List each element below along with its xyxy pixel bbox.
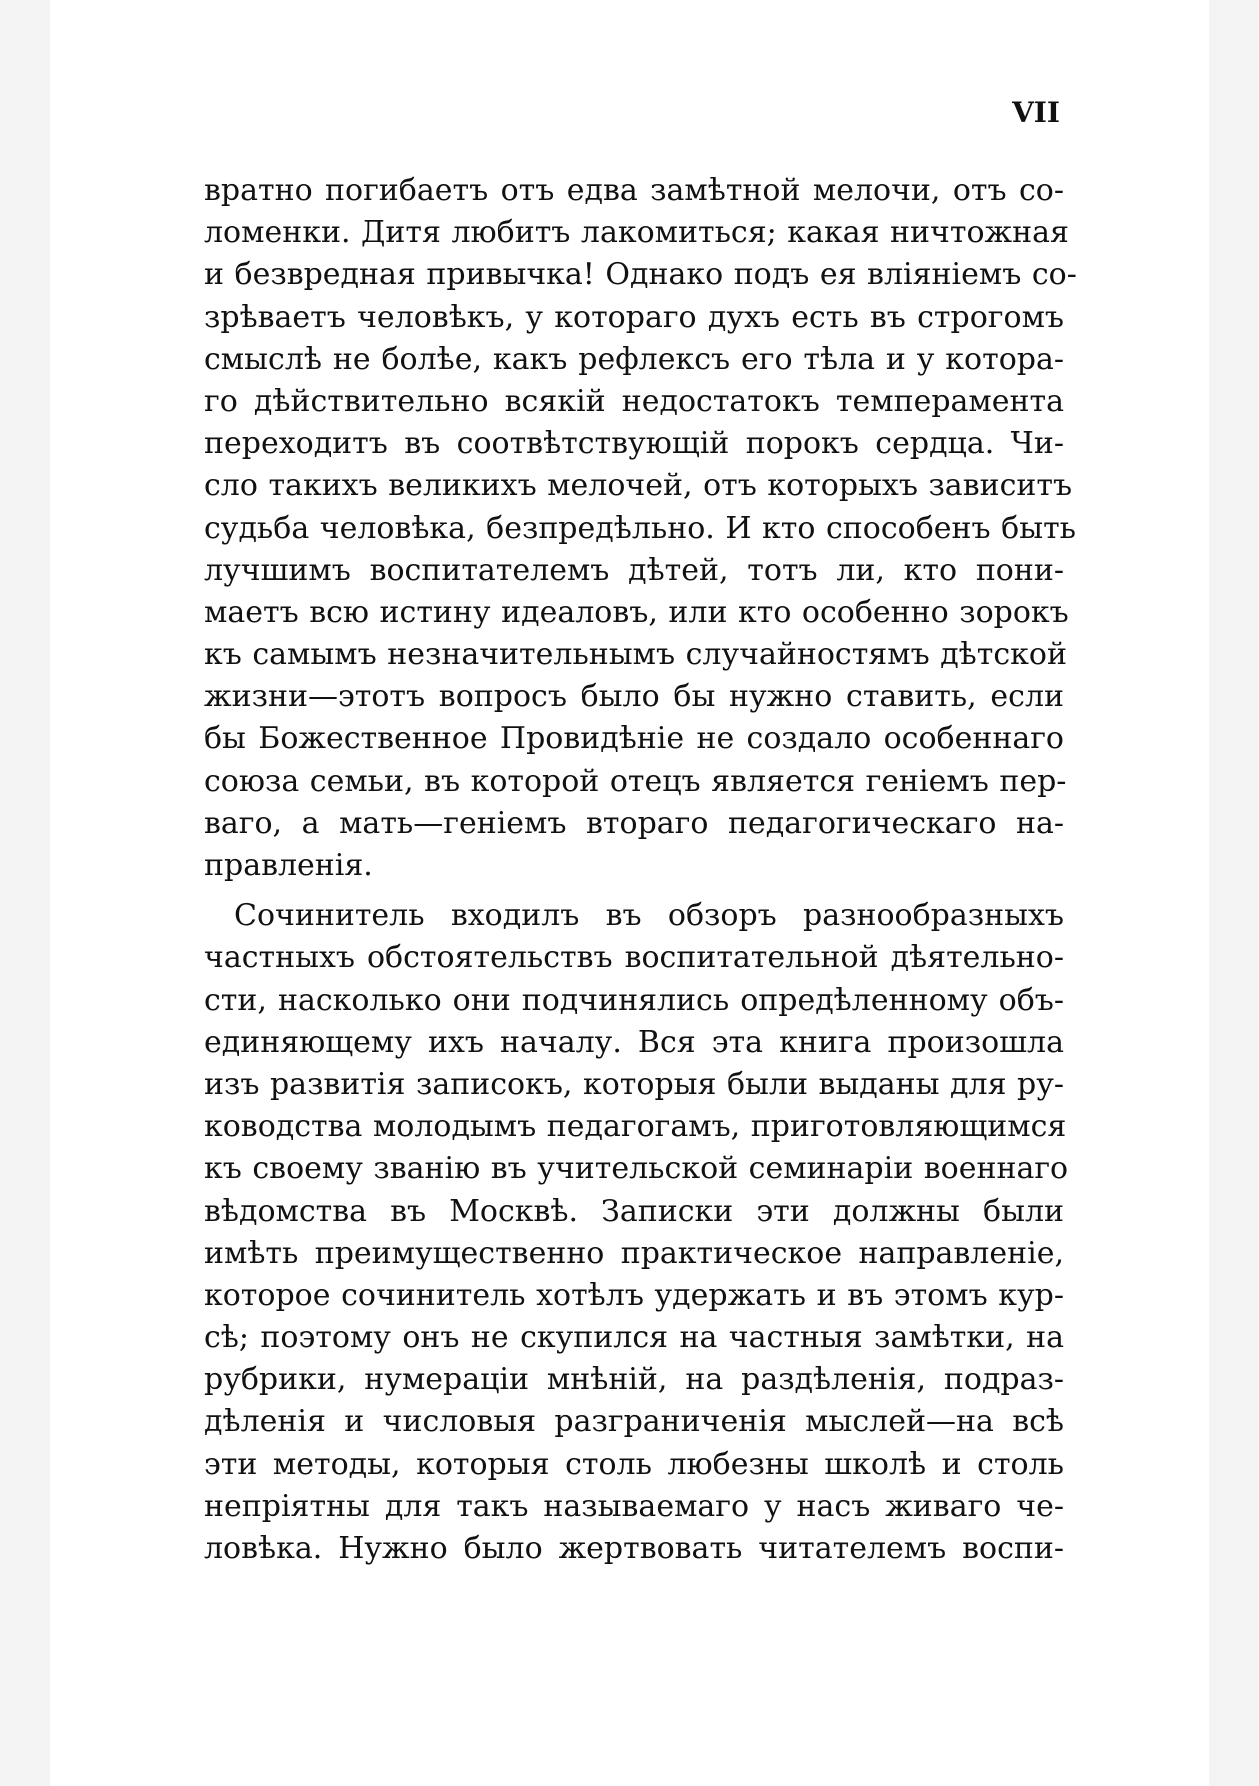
text-line: изъ развитія записокъ, которыя были выданы для ру- [204, 1066, 1065, 1102]
text-line: сти, насколько они подчинялись опредѣленному объ- [204, 982, 1064, 1018]
text-line: зрѣваетъ человѣкъ, у котораго духъ есть въ строгомъ [204, 299, 1064, 335]
text-line: ловѣка. Нужно было жертвовать читателемъ воспи- [204, 1531, 1064, 1566]
text-line: и безвредная привычка! Однако подъ ея вліяніемъ со- [204, 257, 1077, 293]
text-line: ваго, а мать—геніемъ втораго педагогическаго на- [204, 805, 1064, 841]
text-line: переходитъ въ соотвѣтствующій порокъ сердца. Чи- [204, 426, 1064, 462]
text-line: Сочинитель входилъ въ обзоръ разнообразныхъ [234, 898, 1064, 934]
page-number: VII [1012, 96, 1060, 129]
text-line: лучшимъ воспитателемъ дѣтей, тотъ ли, кто пони- [204, 552, 1064, 588]
text-line: которое сочинитель хотѣлъ удержать и въ этомъ кур- [204, 1277, 1064, 1313]
text-line: жизни—этотъ вопросъ было бы нужно ставить, если [204, 679, 1064, 715]
text-line: ководства молодымъ педагогамъ, приготовляющимся [204, 1109, 1067, 1145]
text-line: правленія. [204, 848, 373, 883]
body-text [204, 170, 1077, 1570]
text-line: имѣть преимущественно практическое направленіе, [204, 1235, 1064, 1271]
text-line: единяющему ихъ началу. Вся эта книга произошла [204, 1024, 1064, 1060]
paragraph-1 [204, 170, 1077, 887]
paragraph-2 [204, 895, 1069, 1570]
scan-margin-left [0, 0, 50, 1786]
text-line: смыслѣ не болѣе, какъ рефлексъ его тѣла и у котора- [204, 341, 1064, 377]
text-line: рубрики, нумераціи мнѣній, на раздѣленія, подраз- [204, 1362, 1064, 1398]
text-line: непріятны для такъ называемаго у насъ живаго че- [204, 1488, 1064, 1524]
text-line: сѣ; поэтому онъ не скупился на частныя замѣтки, на [204, 1320, 1064, 1356]
text-line: къ самымъ незначительнымъ случайностямъ дѣтской [204, 637, 1067, 673]
text-line: бы Божественное Провидѣніе не создало особеннаго [204, 721, 1064, 757]
text-line: вѣдомства въ Москвѣ. Записки эти должны были [204, 1193, 1064, 1229]
text-line: судьба человѣка, безпредѣльно. И кто способенъ быть [204, 510, 1077, 546]
text-line: сло такихъ великихъ мелочей, отъ которыхъ зависитъ [204, 468, 1073, 504]
paragraph-gap [204, 887, 1064, 895]
text-line: ломенки. Дитя любитъ лакомиться; какая ничтожная [204, 215, 1069, 251]
text-line: го дѣйствительно всякій недостатокъ темперамента [204, 383, 1064, 419]
text-line: вратно погибаетъ отъ едва замѣтной мелочи, отъ со- [204, 173, 1064, 208]
text-line: частныхъ обстоятельствъ воспитательной дѣятельно- [204, 940, 1064, 976]
text-line: маетъ всю истину идеаловъ, или кто особенно зорокъ [204, 594, 1069, 630]
text-line: къ своему званію въ учительской семинаріи военнаго [204, 1151, 1069, 1187]
scan-margin-right [1209, 0, 1259, 1786]
text-line: союза семьи, въ которой отецъ является геніемъ пер- [204, 763, 1067, 799]
text-line: эти методы, которыя столь любезны школѣ и столь [204, 1446, 1064, 1482]
text-line: дѣленія и числовыя разграниченія мыслей—на всѣ [204, 1404, 1064, 1440]
